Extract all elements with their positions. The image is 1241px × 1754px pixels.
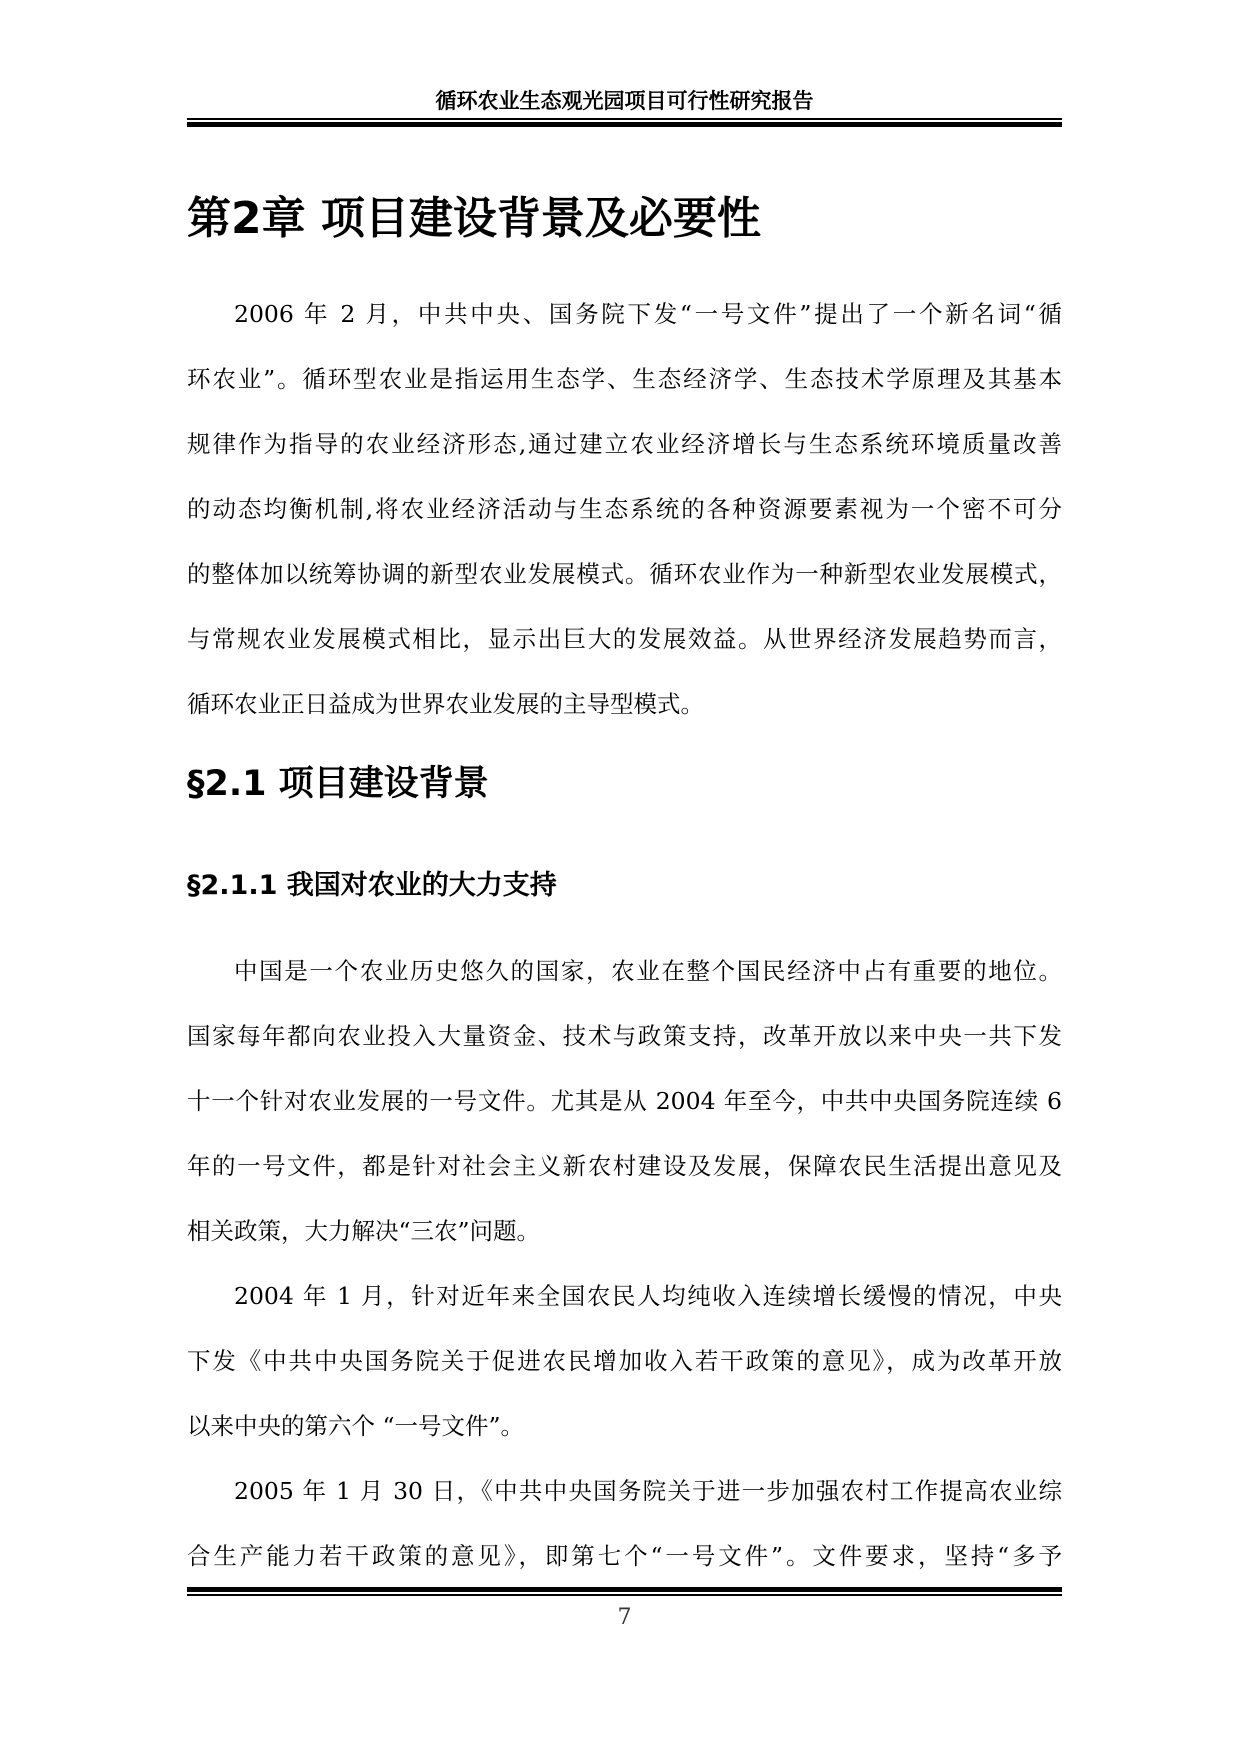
chapter-title: 第2章 项目建设背景及必要性 bbox=[187, 193, 761, 244]
intro-paragraph bbox=[187, 282, 1062, 737]
paragraph-line: 年的一号文件，都是针对社会主义新农村建设及发展，保障农民生活提出意见及 bbox=[187, 1152, 1062, 1180]
section-title: §2.1 项目建设背景 bbox=[187, 764, 489, 804]
paragraph-line: 相关政策，大力解决“三农”问题。 bbox=[187, 1217, 541, 1245]
paragraph-3 bbox=[187, 1459, 1062, 1589]
page-number: 7 bbox=[617, 1605, 632, 1630]
paragraph-line: 环农业”。循环型农业是指运用生态学、生态经济学、生态技术学原理及其基本 bbox=[187, 365, 1062, 393]
subsection-title: §2.1.1 我国对农业的大力支持 bbox=[187, 870, 557, 901]
paragraph-line: 2006 年 2 月，中共中央、国务院下发“一号文件”提出了一个新名词“循 bbox=[234, 300, 1062, 328]
paragraph-1 bbox=[187, 939, 1062, 1264]
paragraph-line: 国家每年都向农业投入大量资金、技术与政策支持，改革开放以来中央一共下发 bbox=[187, 1022, 1062, 1050]
paragraph-line: 的动态均衡机制,将农业经济活动与生态系统的各种资源要素视为一个密不可分 bbox=[187, 495, 1062, 523]
paragraph-line: 的整体加以统筹协调的新型农业发展模式。循环农业作为一种新型农业发展模式， bbox=[187, 560, 1062, 588]
paragraph-line: 合生产能力若干政策的意见》，即第七个“一号文件”。文件要求，坚持“多予 bbox=[187, 1542, 1062, 1570]
footer-rule-thin bbox=[187, 1594, 1062, 1596]
paragraph-2 bbox=[187, 1264, 1062, 1459]
paragraph-line: 2004 年 1 月，针对近年来全国农民人均纯收入连续增长缓慢的情况，中央 bbox=[234, 1282, 1062, 1310]
paragraph-line: 十一个针对农业发展的一号文件。尤其是从 2004 年至今，中共中央国务院连续 6 bbox=[187, 1087, 1062, 1115]
paragraph-line: 循环农业正日益成为世界农业发展的主导型模式。 bbox=[187, 690, 704, 718]
paragraph-line: 规律作为指导的农业经济形态,通过建立农业经济增长与生态系统环境质量改善 bbox=[187, 430, 1062, 458]
paragraph-line: 下发《中共中央国务院关于促进农民增加收入若干政策的意见》，成为改革开放 bbox=[187, 1347, 1062, 1375]
running-header: 循环农业生态观光园项目可行性研究报告 bbox=[435, 89, 814, 113]
paragraph-line: 与常规农业发展模式相比，显示出巨大的发展效益。从世界经济发展趋势而言， bbox=[187, 625, 1062, 653]
paragraph-line: 中国是一个农业历史悠久的国家，农业在整个国民经济中占有重要的地位。 bbox=[234, 957, 1062, 985]
paragraph-line: 2005 年 1 月 30 日，《中共中央国务院关于进一步加强农村工作提高农业综 bbox=[234, 1477, 1062, 1505]
header-rule-thin bbox=[187, 118, 1062, 120]
paragraph-line: 以来中央的第六个 “一号文件”。 bbox=[187, 1412, 524, 1440]
header-rule-thick bbox=[187, 122, 1062, 127]
footer-rule-thick bbox=[187, 1587, 1062, 1592]
